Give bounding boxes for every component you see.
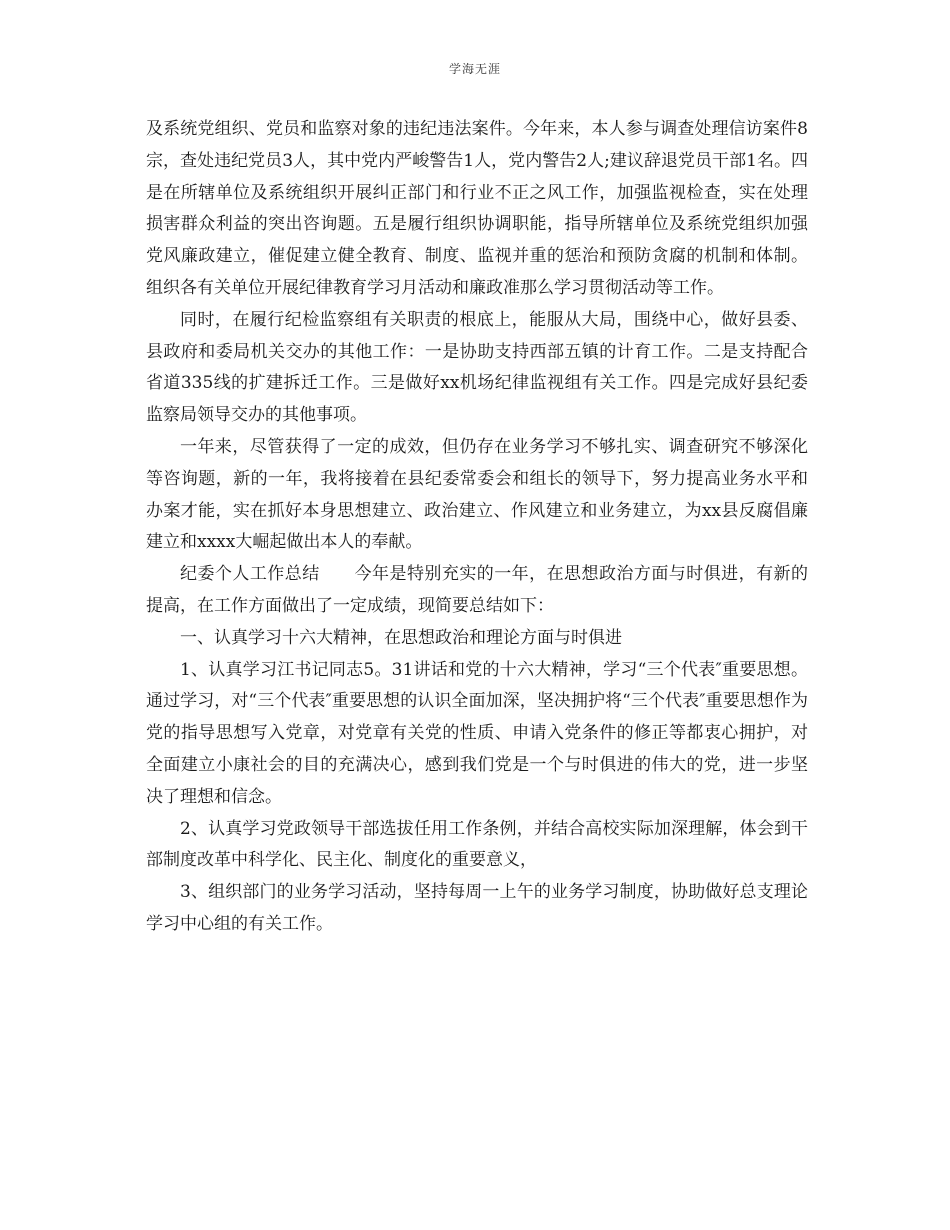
paragraph: 2、认真学习党政领导干部选拔任用工作条例，并结合高校实际加深理解，体会到干部制度改革中科学化、民主化、制度化的重要意义， [146,818,808,871]
document-body [146,114,808,941]
paragraph: 及系统党组织、党员和监察对象的违纪违法案件。今年来，本人参与调查处理信访案件8宗，查处违纪党员3人，其中党内严峻警告1人，党内警告2人;建议辞退党员干部1名。四是在所辖单位及系统组织开展纠正部门和行业不正之风工作，加强监视检查，实在处理损害群众利益的突出咨询题。五是履行组织协调职能，指导所辖单位及系统党组织加强党风廉政建立，催促建立健全教育、制度、监视并重的惩治和预防贪腐的机制和体制。组织各有关单位开展纪律教育学习月活动和廉政准那么学习贯彻活动等工作。 [146,119,808,298]
page-header: 学海无涯 [448,62,501,76]
paragraph: 纪委个人工作总结 今年是特别充实的一年，在思想政治方面与时俱进，有新的提高，在工作方面做出了一定成绩，现简要总结如下： [146,564,808,616]
section-heading: 一、认真学习十六大精神，在思想政治和理论方面与时俱进 [180,627,622,648]
paragraph: 一年来，尽管获得了一定的成效，但仍存在业务学习不够扎实、调查研究不够深化等咨询题，新的一年，我将接着在县纪委常委会和组长的领导下，努力提高业务水平和办案才能，实在抓好本身思想建立、政治建立、作风建立和业务建立，为xx县反腐倡廉建立和xxxx大崛起做出本人的奉献。 [146,436,808,553]
paragraph: 1、认真学习江书记同志5。31讲话和党的十六大精神，学习“三个代表″重要思想。通过学习，对“三个代表″重要思想的认识全面加深，坚决拥护将“三个代表″重要思想作为党的指导思想写入党章，对党章有关党的性质、申请入党条件的修正等都衷心拥护，对全面建立小康社会的目的充满决心，感到我们党是一个与时俱进的伟大的党，进一步坚决了理想和信念。 [146,659,808,807]
paragraph: 同时，在履行纪检监察组有关职责的根底上，能服从大局，围绕中心，做好县委、县政府和委局机关交办的其他工作：一是协助支持西部五镇的计育工作。二是支持配合省道335线的扩建拆迁工作。三是做好xx机场纪律监视组有关工作。四是完成好县纪委监察局领导交办的其他事项。 [146,309,808,426]
paragraph: 3、组织部门的业务学习活动，坚持每周一上午的业务学习制度，协助做好总支理论学习中心组的有关工作。 [146,882,808,934]
